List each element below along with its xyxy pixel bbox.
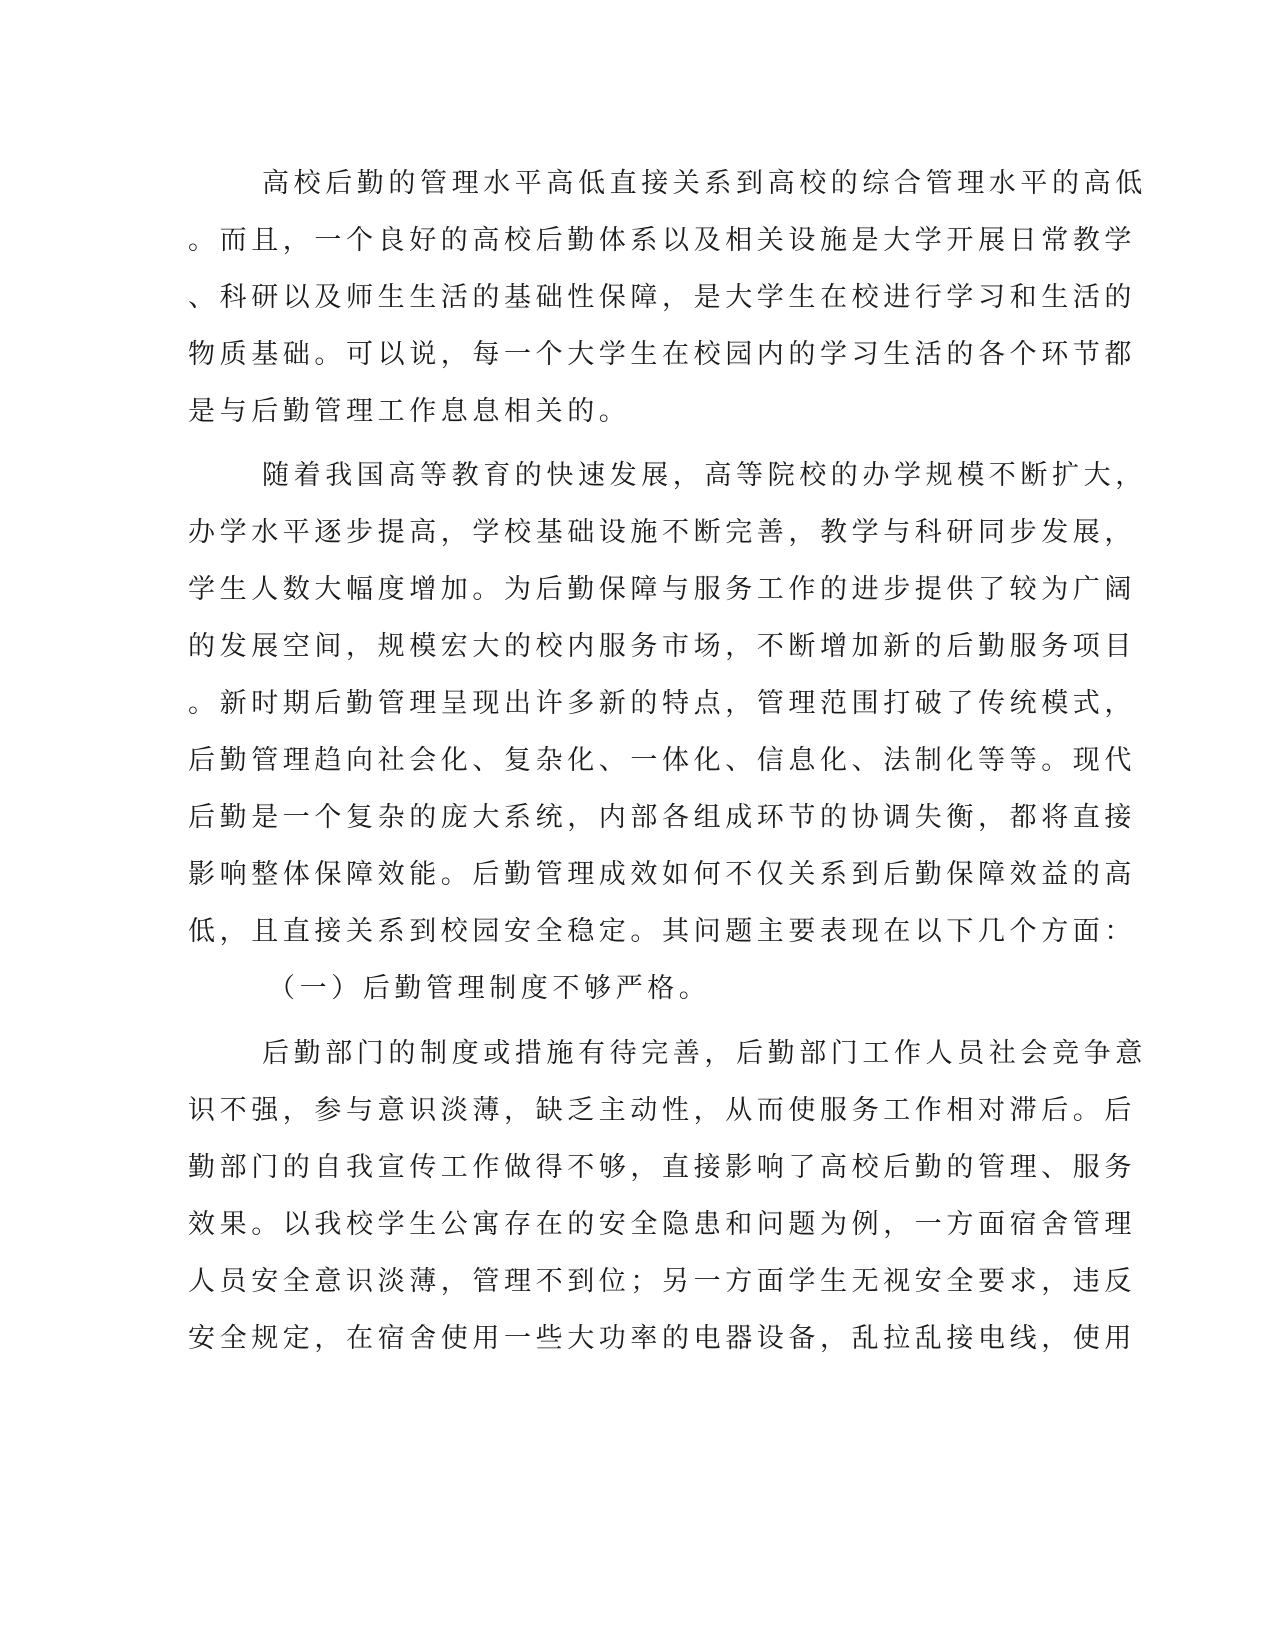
paragraph-3-line-2: 识不强，参与意识淡薄，缺乏主动性，从而使服务工作相对滞后。后 <box>188 1095 1136 1126</box>
paragraph-2-line-4: 的发展空间，规模宏大的校内服务市场，不断增加新的后勤服务项目 <box>188 631 1136 662</box>
paragraph-2-line-3: 学生人数大幅度增加。为后勤保障与服务工作的进步提供了较为广阔 <box>188 574 1136 605</box>
paragraph-3-line-6: 安全规定，在宿舍使用一些大功率的电器设备，乱拉乱接电线，使用 <box>188 1323 1136 1354</box>
paragraph-1-line-5: 是与后勤管理工作息息相关的。 <box>188 396 631 427</box>
paragraph-2-line-1: 随着我国高等教育的快速发展，高等院校的办学规模不断扩大， <box>262 460 1147 491</box>
paragraph-3-line-1: 后勤部门的制度或措施有待完善，后勤部门工作人员社会竞争意 <box>262 1038 1147 1069</box>
paragraph-3-line-4: 效果。以我校学生公寓存在的安全隐患和问题为例，一方面宿舍管理 <box>188 1209 1136 1240</box>
paragraph-2-line-7: 后勤是一个复杂的庞大系统，内部各组成环节的协调失衡，都将直接 <box>188 802 1136 833</box>
paragraph-1-line-2: 。而且，一个良好的高校后勤体系以及相关设施是大学开展日常教学 <box>188 225 1136 256</box>
paragraph-3-line-5: 人员安全意识淡薄，管理不到位；另一方面学生无视安全要求，违反 <box>188 1266 1136 1297</box>
paragraph-2-line-6: 后勤管理趋向社会化、复杂化、一体化、信息化、法制化等等。现代 <box>188 745 1136 776</box>
paragraph-2-line-9: 低，且直接关系到校园安全稳定。其问题主要表现在以下几个方面： <box>188 916 1136 947</box>
paragraph-3-line-3: 勤部门的自我宣传工作做得不够，直接影响了高校后勤的管理、服务 <box>188 1152 1136 1183</box>
paragraph-1-line-3: 、科研以及师生生活的基础性保障，是大学生在校进行学习和生活的 <box>188 282 1136 313</box>
paragraph-2-line-2: 办学水平逐步提高，学校基础设施不断完善，教学与科研同步发展， <box>188 517 1136 548</box>
section-heading: （一）后勤管理制度不够严格。 <box>268 973 711 1004</box>
paragraph-1-line-1: 高校后勤的管理水平高低直接关系到高校的综合管理水平的高低 <box>262 168 1147 199</box>
paragraph-2-line-8: 影响整体保障效能。后勤管理成效如何不仅关系到后勤保障效益的高 <box>188 859 1136 890</box>
paragraph-2-line-5: 。新时期后勤管理呈现出许多新的特点，管理范围打破了传统模式， <box>188 688 1136 719</box>
paragraph-1-line-4: 物质基础。可以说，每一个大学生在校园内的学习生活的各个环节都 <box>188 339 1136 370</box>
